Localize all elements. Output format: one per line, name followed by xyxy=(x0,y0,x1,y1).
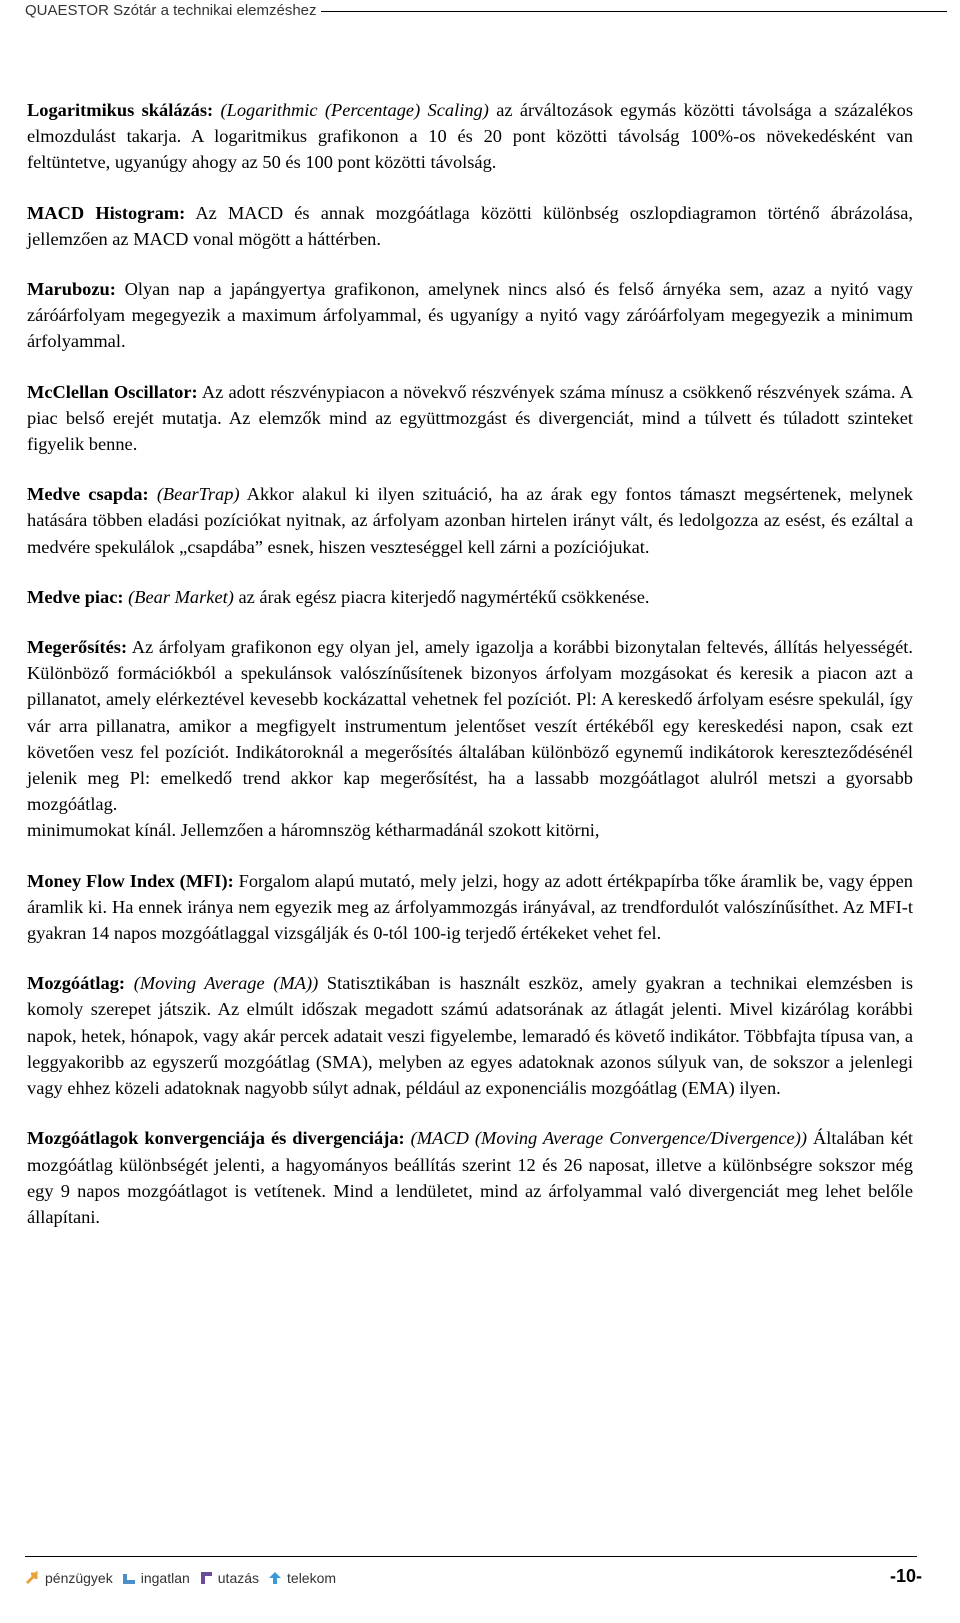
footer-link-label: utazás xyxy=(217,1570,260,1586)
entry-extra-line: minimumokat kínál. Jellemzően a háromnszög kétharmadánál szokott kitörni, xyxy=(27,820,600,841)
footer-link-utazas[interactable] xyxy=(198,1570,259,1586)
glossary-entry-log-scaling xyxy=(27,97,913,176)
entry-term: McClellan Oscillator: xyxy=(27,381,198,402)
header-title: QUAESTOR Szótár a technikai elemzéshez xyxy=(25,1,317,19)
glossary-content xyxy=(27,97,913,1254)
entry-text: Az adott részvénypiacon a növekvő részvények száma mínusz a csökkenő részvények száma. A piac belső erejét mutatja. Az elemzők mind az együttmozgást és divergenciát, mind a túlvett és túladott szinteket figyelik benne. xyxy=(27,381,913,455)
glossary-entry-mfi xyxy=(27,868,913,947)
arrow-icon xyxy=(25,1570,41,1586)
entry-text: Statisztikában is használt eszköz, amely gyakran a technikai elemzésben is komoly szerepet játszik. Az elmúlt időszak megadott számú adatsorának az átlagát jelenti. Mivel kizárólag korábbi napok, hetek, hónapok, vagy akár percek adatait veszi figyelembe, lemaradó és követő indikátor. Többfajta típusa van, a leggyakoribb az egyszerű mozgóátlag (SMA), melyben az egyes adatoknak azonos súlyuk van, de sokszor a jelenlegi vagy ehhez közeli adatoknak nagyobb súlyt adnak, például az exponenciális mozgóátlag (EMA) ilyen. xyxy=(27,973,913,1099)
glossary-entry-bear-market xyxy=(27,584,913,610)
entry-term: Mozgóátlagok konvergenciája és divergenciája: xyxy=(27,1128,405,1149)
entry-english: (MACD (Moving Average Convergence/Divergence)) xyxy=(410,1128,807,1149)
footer-link-label: ingatlan xyxy=(140,1570,190,1586)
entry-english: (Logarithmic (Percentage) Scaling) xyxy=(220,100,489,120)
entry-text: Akkor alakul ki ilyen szituáció, ha az árak egy fontos támaszt megsértenek, melynek hatására többen eladási pozíciókat nyitnak, az árfolyam azonban hirtelen irányt vált, és ledolgozza az esést, és ezáltal a medvére spekulálok „csapdába” esnek, hiszen veszteséggel kell zárni a pozíciójukat. xyxy=(27,484,913,557)
entry-term: Mozgóátlag: xyxy=(27,973,126,994)
footer-link-ingatlan[interactable] xyxy=(121,1570,190,1586)
glossary-entry-marubozu xyxy=(27,276,913,355)
glossary-entry-bear-trap xyxy=(27,481,913,560)
entry-term: Marubozu: xyxy=(27,279,116,300)
phone-icon xyxy=(267,1570,283,1586)
entry-english: (BearTrap) xyxy=(156,484,240,505)
entry-term: Medve csapda: xyxy=(27,484,149,505)
footer-link-label: telekom xyxy=(287,1570,337,1586)
footer-link-label: pénzügyek xyxy=(45,1570,113,1586)
header-rule xyxy=(321,11,947,12)
footer-nav xyxy=(25,1570,344,1586)
footer-link-telekom[interactable] xyxy=(267,1570,336,1586)
entry-text: Forgalom alapú mutató, mely jelzi, hogy az adott értékpapírba tőke áramlik be, vagy éppen áramlik ki. Ha ennek iránya nem egyezik meg az árfolyammozgás irányával, az trendfordulót valószínűsíthet. Az MFI-t gyakran 14 napos mozgóátlaggal vizsgálják és 0-tól 100-ig terjedő értékeket vehet fel. xyxy=(27,870,913,944)
entry-text: Általában két mozgóátlag különbségét jelenti, a hagyományos beállítás szerint 12 és 26 naposat, illetve a különbségre sokszor még egy 9 napos mozgóátlagot is vetítenek. Mind a lendületet, mind az árfolyammal való divergenciát meg lehet belőle állapítani. xyxy=(27,1128,913,1227)
entry-term: MACD Histogram: xyxy=(27,202,186,223)
entry-english: (Bear Market) xyxy=(128,586,234,607)
glossary-entry-mcclellan xyxy=(27,379,913,458)
glossary-entry-confirmation xyxy=(27,634,913,817)
stray-line xyxy=(27,817,913,843)
entry-term: Medve piac: xyxy=(27,586,124,607)
entry-text: Az MACD és annak mozgóátlaga közötti különbség oszlopdiagramon történő ábrázolása, jellemzően az MACD vonal mögött a háttérben. xyxy=(27,202,914,249)
entry-text: az árváltozások egymás közötti távolsága a százalékos elmozdulást takarja. A logaritmikus grafikonon a 10 és 20 pont közötti távolság 100%-os növekedésként van feltüntetve, ugyanúgy ahogy az 50 és 100 pont közötti távolság. xyxy=(27,100,913,173)
glossary-entry-macd xyxy=(27,1125,913,1230)
entry-text: Az árfolyam grafikonon egy olyan jel, amely igazolja a korábbi bizonytalan feltevés, állítás helyességét. Különböző formációkból a spekulánsok valószínűsítenek bizonyos árfolyam mozgásokat és keresik a piacon azt a pillanatot, amely elérkeztével kevesebb kockázattal vehetnek fel pozíciót. Pl: A kereskedő árfolyam esésre spekulál, így vár arra pillanatra, amikor a megfigyelt instrumentum jelentőset veszít értékéből egy kereskedési napon, csak ezt követően vesz fel pozíciót. Indikátoroknál a megerősítés általában különböző egynemű indikátorok kereszteződésénél jelenik meg Pl: emelkedő trend akkor kap megerősítést, ha a lassabb mozgóátlagot alulról metszi a gyorsabb mozgóátlag. xyxy=(27,637,913,815)
entry-text: Olyan nap a japángyertya grafikonon, amelynek nincs alsó és felső árnyéka sem, azaz a nyitó vagy záróárfolyam megegyezik a maximum árfolyammal, és ugyanígy a nyitó vagy záróárfolyam megegyezik a minimum árfolyammal. xyxy=(27,279,913,352)
entry-term: Money Flow Index (MFI): xyxy=(27,870,234,891)
glossary-entry-macd-histogram xyxy=(27,200,913,252)
entry-english: (Moving Average (MA)) xyxy=(133,973,319,994)
page-header xyxy=(25,0,947,20)
house-icon xyxy=(121,1570,137,1586)
footer-link-penzugyek[interactable] xyxy=(25,1570,113,1586)
page-number: -10- xyxy=(889,1566,922,1586)
footer-rule xyxy=(25,1556,917,1557)
entry-term: Megerősítés: xyxy=(27,637,128,658)
entry-text: az árak egész piacra kiterjedő nagymértékű csökkenése. xyxy=(238,586,650,607)
plane-icon xyxy=(198,1570,214,1586)
entry-term: Logaritmikus skálázás: xyxy=(27,100,214,120)
glossary-entry-moving-average xyxy=(27,970,913,1101)
